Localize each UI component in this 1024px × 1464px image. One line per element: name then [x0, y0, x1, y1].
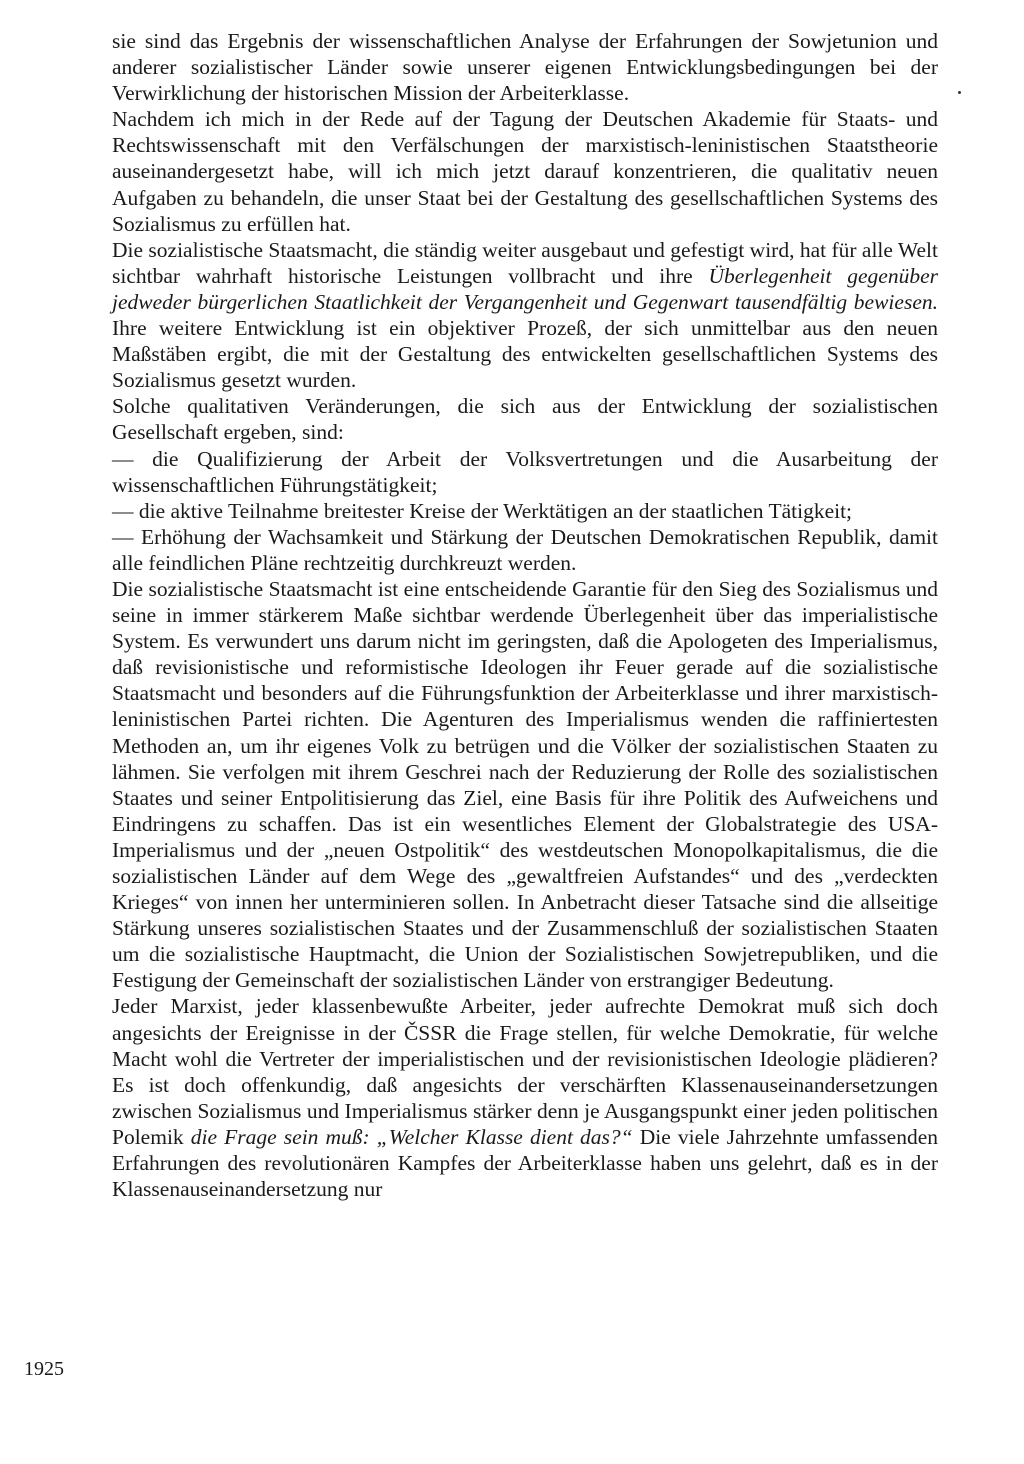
emphasis-text: Überlegenheit gegenüber jedweder bürgerlichen Staatlichkeit der Vergangenheit und Gegenwart tausendfältig bewiesen. — [112, 263, 938, 314]
paragraph — [112, 446, 938, 498]
paragraph-text: — die aktive Teilnahme breitester Kreise der Werktätigen an der staatlichen Tätigkeit; — [112, 498, 853, 523]
paragraph — [112, 237, 938, 394]
paragraph-text: sie sind das Ergebnis der wissenschaftlichen Analyse der Erfahrungen der Sowjetunion und anderer sozialistischer Länder sowie unserer eigenen Entwicklungsbedingungen bei der Verwirklichung der historischen Mission der Arbeiterklasse. — [112, 29, 938, 106]
paragraph-text: Nachdem ich mich in der Rede auf der Tagung der Deutschen Akademie für Staats- und Rechtswissenschaft mit den Verfälschungen der marxistisch-leninistischen Staatstheorie auseinandergesetzt habe, will ich mich jetzt darauf konzentrieren, die qualitativ neuen Aufgaben zu behandeln, die unser Staat bei der Gestaltung des gesellschaftlichen Systems des Sozialismus zu erfüllen hat. — [112, 107, 938, 236]
emphasis-text: die Frage sein muß: „Welcher Klasse dient das?“ — [190, 1124, 633, 1149]
paragraph — [112, 498, 938, 524]
paragraph — [112, 524, 938, 576]
paragraph-text: Solche qualitativen Veränderungen, die sich aus der Entwicklung der sozialistischen Gesellschaft ergeben, sind: — [112, 394, 938, 445]
paragraph — [112, 106, 938, 236]
paragraph-text: — Erhöhung der Wachsamkeit und Stärkung der Deutschen Demokratischen Republik, damit alle feindlichen Pläne rechtzeitig durchkreuzt werden. — [112, 524, 938, 575]
page-body — [112, 28, 938, 1202]
paragraph-text: Die sozialistische Staatsmacht ist eine entscheidende Garantie für den Sieg des Sozialismus und seine in immer stärkerem Maße sichtbar werdende Überlegenheit über das imperialistische System. Es verwundert uns darum nicht im geringsten, daß die Apologeten des Imperialismus, daß revisionistische und reformistische Ideologen ihr Feuer gerade auf die sozialistische Staatsmacht und besonders auf die Führungsfunktion der Arbeiterklasse und ihrer marxistisch-leninistischen Partei richten. Die Agenturen des Imperialismus wenden die raffiniertesten Methoden an, um ihr eigenes Volk zu betrügen und die Völker der sozialistischen Staaten zu lähmen. Sie verfolgen mit ihrem Geschrei nach der Reduzierung der Rolle des sozialistischen Staates und seiner Entpolitisierung das Ziel, eine Basis für ihre Politik des Aufweichens und Eindringens zu schaffen. Das ist ein wesentliches Element der Globalstrategie des USA-Imperialismus und der „neuen Ostpolitik“ des westdeutschen Monopolkapitalismus, die die sozialistischen Länder auf dem Wege des „gewaltfreien Aufstandes“ und des „verdeckten Krieges“ von innen her unterminieren sollen. In Anbetracht dieser Tatsache sind die allseitige Stärkung unseres sozialistischen Staates und der Zusammenschluß der sozialistischen Staaten um die sozialistische Hauptmacht, die Union der Sozialistischen Sowjetrepubliken, und die Festigung der Gemeinschaft der sozialistischen Länder von erstrangiger Bedeutung. — [112, 576, 938, 993]
paragraph-text: — die Qualifizierung der Arbeit der Volksvertretungen und die Ausarbeitung der wissenschaftlichen Führungstätigkeit; — [112, 446, 938, 497]
paragraph — [112, 576, 938, 994]
paragraph — [112, 393, 938, 445]
page-number: 1925 — [24, 1358, 64, 1380]
margin-mark — [958, 91, 961, 94]
paragraph — [112, 993, 938, 1202]
paragraph-text: Die viele Jahrzehnte umfassenden Erfahrungen des revolutionären Kampfes der Arbeiterklasse haben uns gelehrt, daß es in der Klassenauseinandersetzung nur — [112, 1124, 938, 1202]
paragraph-text: Die sozialistische Staatsmacht, die ständig weiter ausgebaut und gefestigt wird, hat für alle Welt sichtbar wahrhaft historische Leistungen vollbracht und ihre — [112, 237, 938, 288]
paragraph — [112, 28, 938, 106]
paragraph-text: Jeder Marxist, jeder klassenbewußte Arbeiter, jeder aufrechte Demokrat muß sich doch angesichts der Ereignisse in der ČSSR die Frage stellen, für welche Demokratie, für welche Macht wohl die Vertreter der imperialistischen und der revisionistischen Ideologie plädieren? Es ist doch offenkundig, daß angesichts der verschärften Klassenauseinandersetzungen zwischen Sozialismus und Imperialismus stärker denn je Ausgangspunkt einer jeden politischen Polemik — [112, 994, 938, 1149]
paragraph-text: Ihre weitere Entwicklung ist ein objektiver Prozeß, der sich unmittelbar aus den neuen Maßstäben ergibt, die mit der Gestaltung des entwickelten gesellschaftlichen Systems des Sozialismus gesetzt wurden. — [112, 316, 938, 393]
